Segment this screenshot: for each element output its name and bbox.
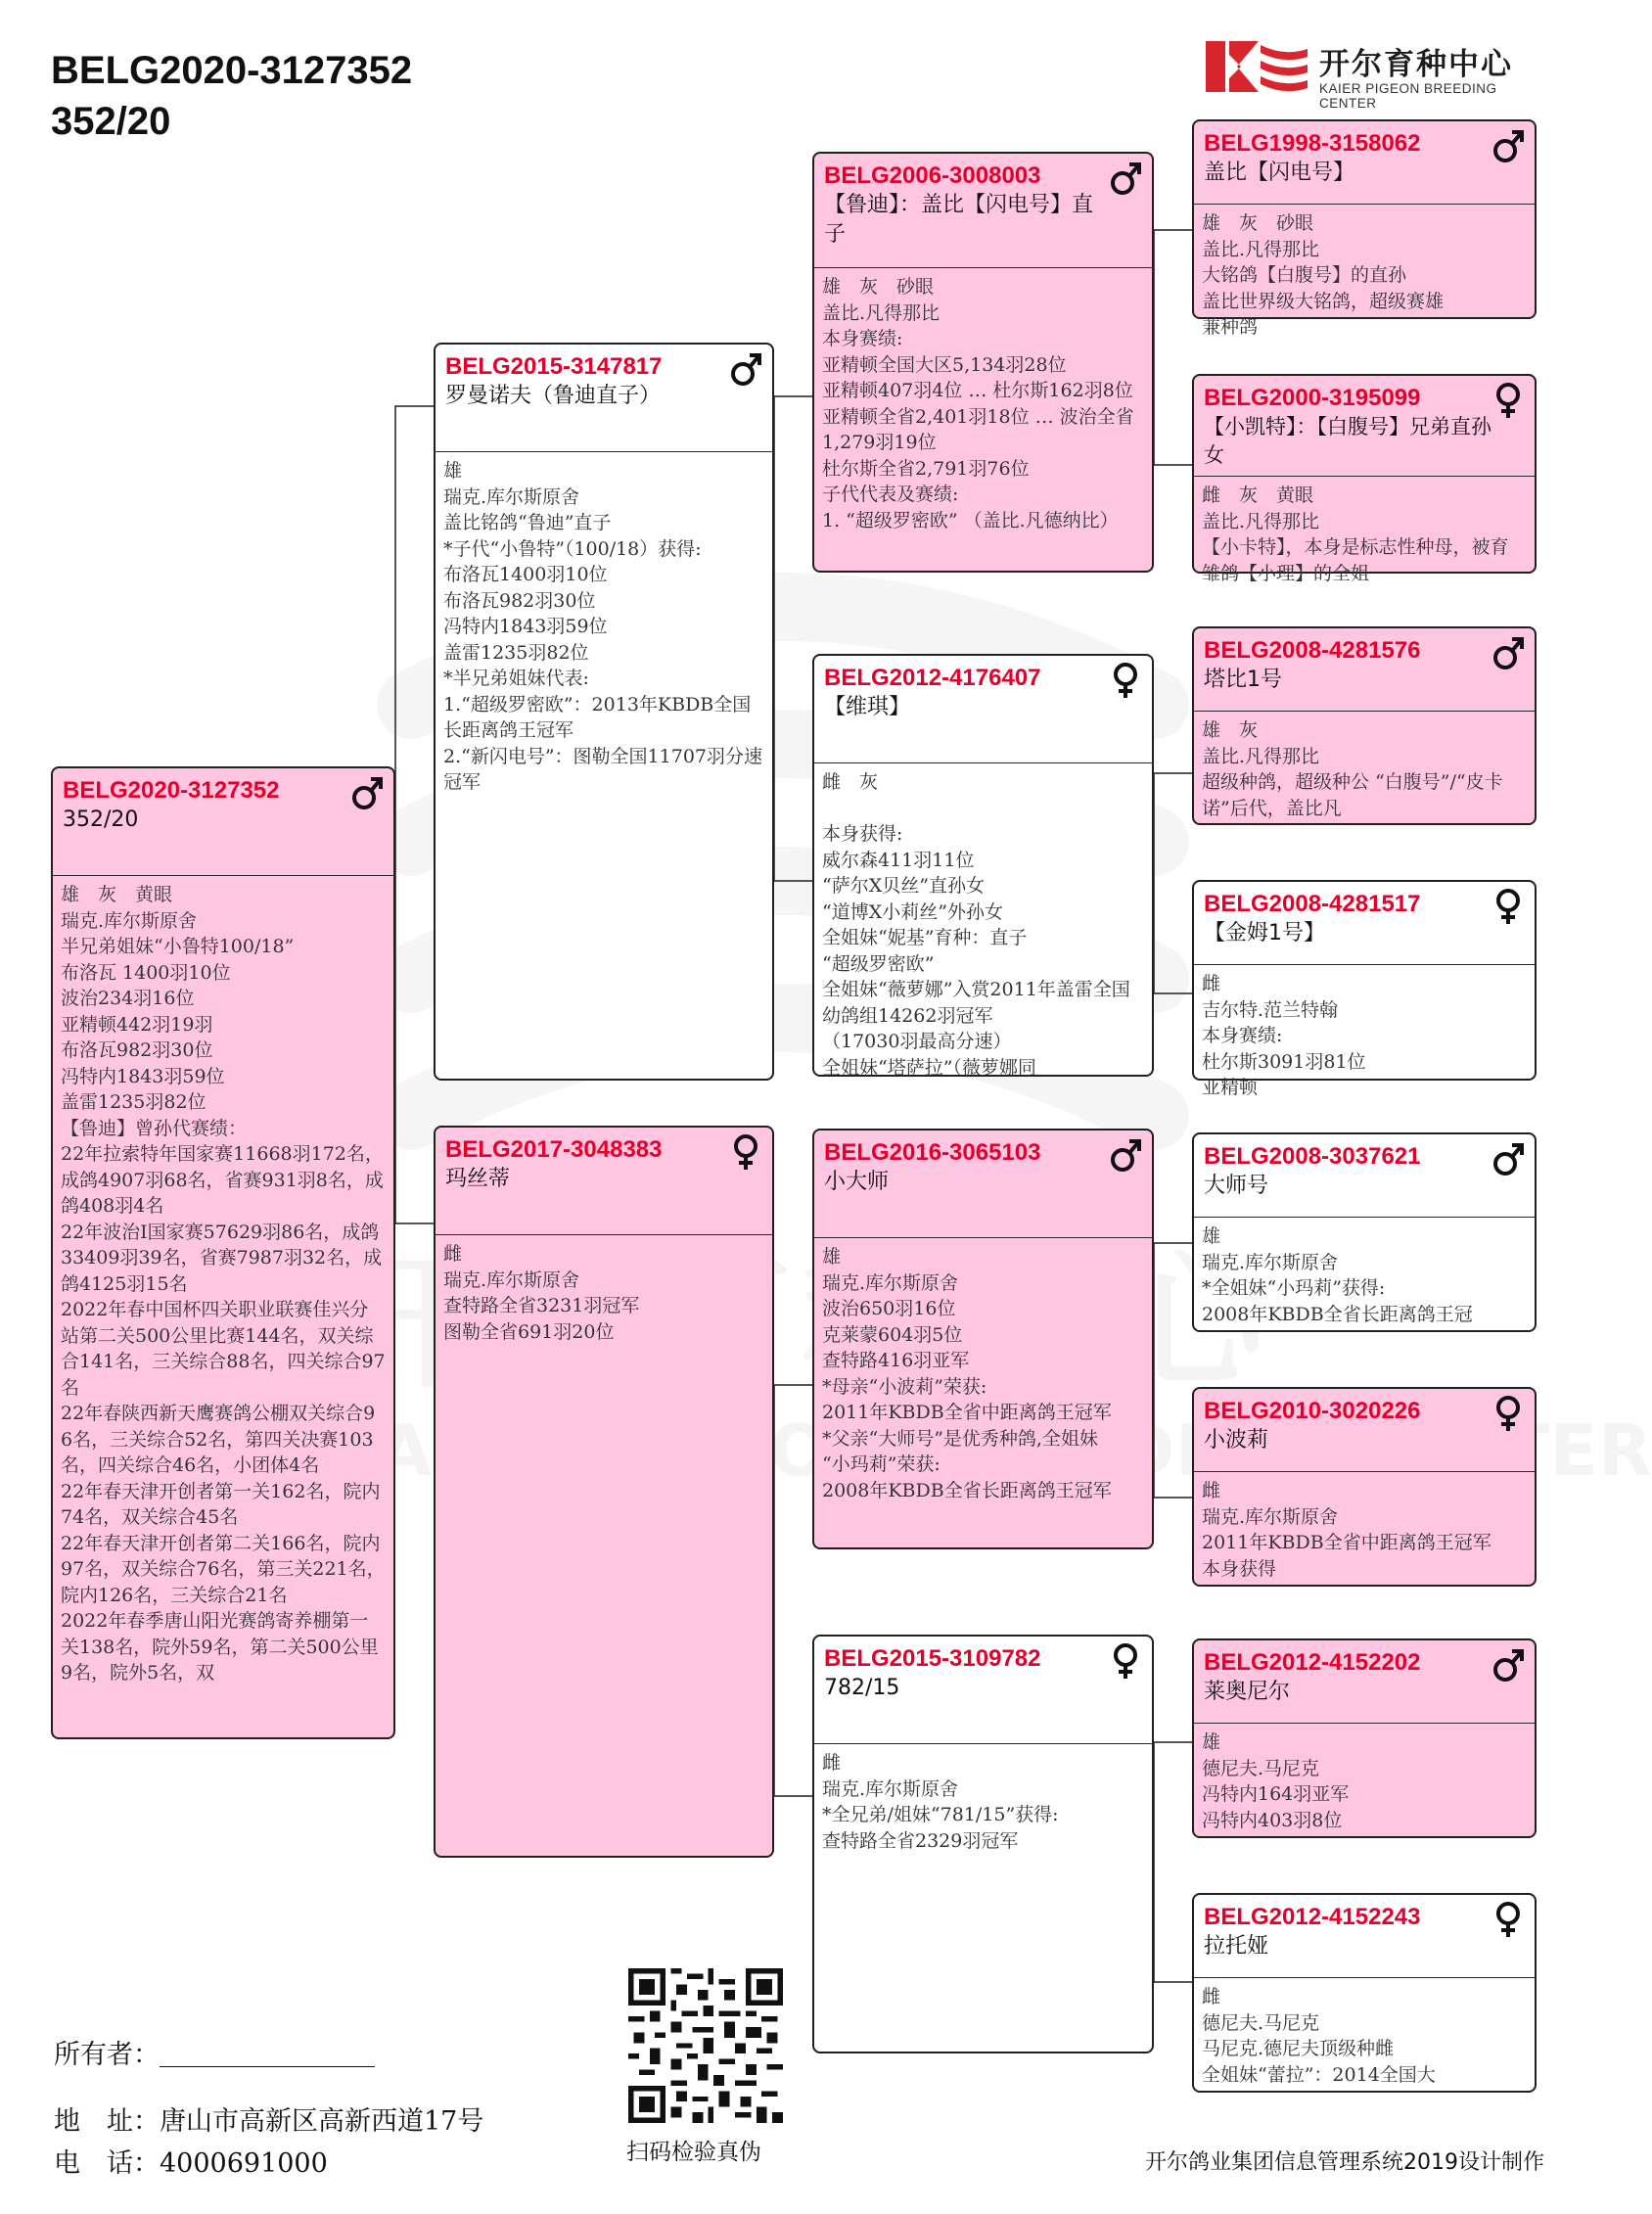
- title-ring: BELG2020-3127352: [51, 49, 413, 92]
- logo-cn-text: 开尔育种中心: [1319, 47, 1513, 82]
- ring-number: BELG2015-3109782: [824, 1645, 1041, 1672]
- detail-line: 本身获得:: [822, 823, 903, 845]
- card-details: [1194, 205, 1535, 341]
- kaier-logo: [1204, 35, 1546, 111]
- male-icon: [729, 350, 762, 388]
- detail-line: 瑞克.库尔斯原舍: [61, 909, 198, 932]
- detail-line: 雌: [1202, 1986, 1221, 2007]
- pedigree-card-sss[interactable]: [1192, 119, 1537, 338]
- detail-line: 威尔森411羽11位: [822, 849, 975, 871]
- detail-line: 22年春陕西新天鹰赛鸽公棚双关综合96名，三关综合52名，第四关决赛103名，四关综合46名，小团体4名: [61, 1403, 376, 1476]
- detail-line: 超级种鸽，超级种公 “白腹号”/“皮卡诺”后代，盖比凡: [1202, 771, 1503, 819]
- male-icon: [1491, 1646, 1525, 1684]
- card-details: [814, 1238, 1152, 1503]
- pigeon-name: 塔比1号: [1204, 668, 1282, 692]
- detail-line: “超级罗密欧”: [822, 952, 935, 975]
- male-icon: [1491, 127, 1525, 164]
- address-value: 唐山市高新区高新西道17号: [160, 2106, 484, 2137]
- detail-line: 雌: [443, 1243, 463, 1265]
- detail-line: 查特路全省3231羽冠军: [443, 1295, 640, 1316]
- detail-line: “小玛莉”荣获:: [822, 1453, 941, 1475]
- detail-line: 查特路全省2329羽冠军: [822, 1829, 1019, 1852]
- detail-line: 盖比.凡得那比: [1202, 510, 1320, 532]
- logo-en-text: KAIER PIGEON BREEDING CENTER: [1319, 81, 1497, 111]
- detail-line: 盖雷1235羽82位: [443, 641, 589, 664]
- detail-line: 雄: [822, 1246, 842, 1268]
- detail-line: 22年拉索特年国家赛11668羽172名，成鸽4907羽68名，省赛931羽8名，成鸽408羽4名: [61, 1143, 384, 1217]
- phone-row: [54, 2142, 328, 2180]
- qr-code-icon[interactable]: [628, 1968, 783, 2123]
- card-details: [1194, 965, 1535, 1101]
- detail-line: 雌: [1202, 1480, 1221, 1501]
- detail-line: 雄 灰 砂眼: [1202, 212, 1314, 234]
- detail-line: 22年春天津开创者第一关162名，院内74名，双关综合45名: [61, 1480, 381, 1528]
- detail-line: 盖比.凡得那比: [1202, 238, 1320, 260]
- detail-line: 雄: [443, 460, 463, 482]
- detail-line: 德尼夫.马尼克: [1202, 1757, 1320, 1779]
- detail-line: 本身赛绩:: [822, 328, 903, 349]
- detail-line: 亚精顿442羽19羽: [61, 1013, 213, 1036]
- pigeon-name: 352/20: [63, 807, 139, 832]
- detail-line: 亚精顿: [1202, 1077, 1259, 1098]
- female-icon: [1491, 888, 1525, 925]
- female-icon: [1491, 382, 1525, 419]
- pigeon-name: 782/15: [824, 1676, 900, 1700]
- detail-line: 瑞克.库尔斯原舍: [822, 1271, 959, 1294]
- male-icon: [1491, 634, 1525, 671]
- detail-line: 马尼克.德尼夫顶级种雌: [1202, 2038, 1395, 2059]
- detail-line: 盖比.凡得那比: [1202, 745, 1320, 767]
- detail-line: 雄: [1202, 1731, 1221, 1753]
- detail-line: 本身获得: [1202, 1557, 1277, 1580]
- detail-line: 波治650羽16位: [822, 1298, 956, 1319]
- male-icon: [1109, 160, 1142, 197]
- detail-line: 盖比铭鸽“鲁迪”直子: [443, 512, 612, 533]
- card-details: [436, 452, 772, 796]
- card-details: [1194, 1978, 1535, 2088]
- detail-line: 冯特内1843羽59位: [443, 616, 608, 637]
- ring-number: BELG1998-3158062: [1204, 130, 1421, 157]
- female-icon: [1109, 662, 1142, 699]
- detail-line: *父亲“大师号”是优秀种鸽,全姐妹: [822, 1427, 1098, 1450]
- kaier-logo-icon: [1204, 35, 1309, 98]
- detail-line: 盖雷1235羽82位: [61, 1091, 206, 1113]
- pigeon-name: 拉托娅: [1204, 1934, 1269, 1959]
- ring-number: BELG2010-3020226: [1204, 1398, 1421, 1424]
- pigeon-name: 小波莉: [1204, 1428, 1269, 1453]
- ring-number: BELG2017-3048383: [445, 1136, 663, 1163]
- pedigree-card-sire-dam[interactable]: [812, 654, 1154, 1077]
- detail-line: 瑞克.库尔斯原舍: [1202, 1251, 1339, 1273]
- pigeon-name: 【小凯特】：【白腹号】兄弟直孙女: [1204, 415, 1491, 467]
- qr-label: 扫码检验真伪: [626, 2140, 761, 2165]
- detail-line: 雄 灰 黄眼: [61, 884, 173, 905]
- detail-line: 子代代表及赛绩:: [822, 484, 959, 505]
- detail-line: *子代“小鲁特”（100/18）获得:: [443, 537, 702, 560]
- detail-line: “道博X小莉丝”外孙女: [822, 900, 1003, 923]
- card-details: [53, 876, 393, 1686]
- card-details: [1194, 477, 1535, 586]
- pigeon-name: 玛丝蒂: [445, 1167, 511, 1191]
- detail-line: *全兄弟/姐妹“781/15”获得:: [822, 1804, 1059, 1825]
- detail-line: 全姐妹“薇萝娜”入赏2011年盖雷全国幼鸽组14262羽冠军: [822, 979, 1130, 1027]
- pigeon-name: 盖比【闪电号】: [1204, 161, 1355, 185]
- detail-line: 盖比世界级大铭鸽，超级赛雄: [1202, 290, 1445, 312]
- phone-value: 4000691000: [160, 2148, 328, 2179]
- detail-line: 1. “超级罗密欧” （盖比.凡德纳比）: [822, 509, 1119, 531]
- detail-line: 吉尔特.范兰特翰: [1202, 998, 1339, 1021]
- pedigree-card-sire[interactable]: [434, 343, 774, 1081]
- detail-line: 雄: [1202, 1225, 1221, 1247]
- ring-number: BELG2012-4152202: [1204, 1649, 1421, 1676]
- detail-line: 全姐妹“蕾拉”：2014全国大: [1202, 2063, 1436, 2086]
- detail-line: 瑞克.库尔斯原舍: [443, 485, 580, 508]
- pedigree-card-ssd[interactable]: [1192, 374, 1537, 584]
- ring-number: BELG2012-4152243: [1204, 1904, 1421, 1930]
- pigeon-name: 【鲁迪】：盖比【闪电号】直子: [824, 193, 1094, 247]
- detail-line: 雌 灰: [822, 771, 879, 793]
- pedigree-card-sdd[interactable]: [1192, 880, 1537, 1098]
- pedigree-card-dam-sire[interactable]: [812, 1129, 1154, 1549]
- detail-line: 德尼夫.马尼克: [1202, 2011, 1320, 2034]
- female-icon: [1109, 1642, 1142, 1680]
- card-details: [814, 1744, 1152, 1854]
- ring-number: BELG2006-3008003: [824, 162, 1041, 189]
- ring-number: BELG2000-3195099: [1204, 385, 1421, 411]
- detail-line: （17030羽最高分速）: [822, 1031, 1012, 1052]
- card-details: [814, 268, 1152, 533]
- page-title: [51, 45, 412, 147]
- address-label: 地 址：: [54, 2106, 160, 2137]
- pedigree-card-sire-sire[interactable]: [812, 152, 1154, 573]
- pigeon-name: 【金姆1号】: [1204, 921, 1325, 946]
- pedigree-card-sds[interactable]: [1192, 626, 1537, 825]
- detail-line: 雌: [822, 1752, 842, 1774]
- owner-field[interactable]: [160, 2039, 375, 2067]
- detail-line: 瑞克.库尔斯原舍: [822, 1777, 959, 1800]
- detail-line: 2011年KBDB全省中距离鸽王冠军: [822, 1402, 1112, 1423]
- detail-line: 22年春天津开创者第二关166名，院内97名，双关综合76名，第三关221名，院内126名，三关综合21名: [61, 1532, 386, 1606]
- ring-number: BELG2015-3147817: [445, 353, 663, 380]
- detail-line: 2022年春中国杯四关职业联赛佳兴分站第二关500公里比赛144名，双关综合141名，三关综合88名，四关综合97名: [61, 1299, 386, 1399]
- detail-line: 查特路416羽亚军: [822, 1350, 970, 1371]
- detail-line: 亚精顿407羽4位 … 杜尔斯162羽8位: [822, 380, 1133, 401]
- female-icon: [1491, 1901, 1525, 1938]
- detail-line: 杜尔斯3091羽81位: [1202, 1050, 1366, 1073]
- detail-line: 22年波治I国家赛57629羽86名，成鸽33409羽39名，省赛7987羽32名，成鸽4125羽15名: [61, 1221, 383, 1295]
- detail-line: 雄 灰 砂眼: [822, 276, 935, 298]
- card-details: [436, 1235, 772, 1345]
- detail-line: 冯特内1843羽59位: [61, 1065, 225, 1087]
- card-details: [1194, 712, 1535, 821]
- detail-line: 布洛瓦1400羽10位: [443, 564, 608, 585]
- detail-line: 布洛瓦 1400羽10位: [61, 961, 231, 984]
- male-icon: [1491, 1140, 1525, 1177]
- detail-line: *半兄弟姐妹代表:: [443, 668, 589, 689]
- detail-line: 2.“新闪电号”：图勒全国11707羽分速冠军: [443, 745, 762, 793]
- detail-line: 大铭鸽【白腹号】的直孙: [1202, 264, 1407, 286]
- detail-line: 半兄弟姐妹“小鲁特100/18”: [61, 936, 295, 957]
- ring-number: BELG2020-3127352: [63, 777, 280, 804]
- address-row: [54, 2099, 483, 2138]
- detail-line: “萨尔X贝丝”直孙女: [822, 875, 985, 897]
- detail-line: 杜尔斯全省2,791羽76位: [822, 457, 1030, 480]
- detail-line: [822, 796, 1144, 822]
- female-icon: [1491, 1395, 1525, 1432]
- detail-line: 雌 灰 黄眼: [1202, 484, 1314, 506]
- detail-line: 【小卡特】，本身是标志性种母，被育雏鸽【小理】的全姐: [1202, 536, 1509, 584]
- pedigree-card-dsd[interactable]: [1192, 1387, 1537, 1587]
- card-details: [1194, 1472, 1535, 1582]
- ring-number: BELG2008-3037621: [1204, 1143, 1421, 1170]
- detail-line: 冯特内403羽8位: [1202, 1809, 1343, 1831]
- detail-line: 2008年KBDB全省长距离鸽王冠军: [822, 1479, 1112, 1501]
- detail-line: 亚精顿全省2,401羽18位 … 波治全省1,279羽19位: [822, 405, 1134, 453]
- detail-line: 瑞克.库尔斯原舍: [443, 1268, 580, 1291]
- detail-line: 波治234羽16位: [61, 988, 195, 1009]
- male-icon: [1109, 1136, 1142, 1174]
- detail-line: 雌: [1202, 973, 1221, 994]
- phone-label: 电 话：: [54, 2148, 160, 2179]
- title-name: 352/20: [51, 100, 171, 143]
- pigeon-name: 【维琪】: [824, 695, 911, 719]
- detail-line: 2011年KBDB全省中距离鸽王冠军: [1202, 1532, 1491, 1553]
- detail-line: 【鲁迪】曾孙代赛绩：: [61, 1117, 248, 1139]
- pedigree-card-dam[interactable]: [434, 1126, 774, 1858]
- ring-number: BELG2016-3065103: [824, 1139, 1041, 1166]
- detail-line: 图勒全省691羽20位: [443, 1320, 615, 1343]
- detail-line: 2022年春季唐山阳光赛鸽寄养棚第一关138名，院外59名，第二关500公里9名，院外5名，双: [61, 1610, 379, 1684]
- detail-line: 冯特内164羽亚军: [1202, 1783, 1350, 1805]
- card-details: [1194, 1724, 1535, 1833]
- ring-number: BELG2012-4176407: [824, 665, 1041, 691]
- card-details: [1194, 1218, 1535, 1327]
- detail-line: 布洛瓦982羽30位: [443, 589, 596, 612]
- detail-line: 雄 灰: [1202, 719, 1259, 741]
- detail-line: 盖比.凡得那比: [822, 301, 941, 324]
- owner-label: 所有者：: [54, 2040, 160, 2070]
- detail-line: 布洛瓦982羽30位: [61, 1039, 213, 1061]
- detail-line: 2008年KBDB全省长距离鸽王冠: [1202, 1303, 1473, 1325]
- detail-line: 1.“超级罗密欧”：2013年KBDB全国长距离鸽王冠军: [443, 693, 752, 741]
- detail-line: *母亲“小波莉”荣获:: [822, 1375, 987, 1398]
- owner-row: [54, 2033, 375, 2071]
- male-icon: [350, 774, 384, 811]
- detail-line: 克莱蒙604羽5位: [822, 1323, 963, 1346]
- female-icon: [729, 1133, 762, 1171]
- pedigree-card-dam-dam[interactable]: [812, 1635, 1154, 2053]
- pedigree-card-ddd[interactable]: [1192, 1893, 1537, 2093]
- detail-line: 瑞克.库尔斯原舍: [1202, 1505, 1339, 1528]
- card-details: [814, 763, 1152, 1081]
- detail-line: 亚精顿全国大区5,134羽28位: [822, 353, 1067, 376]
- pigeon-name: 大师号: [1204, 1174, 1269, 1198]
- detail-line: 本身赛绩:: [1202, 1025, 1283, 1046]
- detail-line: 全姐妹“妮基”育种：直子: [822, 927, 1028, 948]
- pedigree-card-subject[interactable]: [51, 766, 395, 1739]
- ring-number: BELG2008-4281517: [1204, 891, 1421, 917]
- pedigree-card-dds[interactable]: [1192, 1638, 1537, 1838]
- pigeon-name: 罗曼诺夫（鲁迪直子）: [445, 384, 662, 408]
- system-credit: 开尔鸽业集团信息管理系统2019设计制作: [1145, 2150, 1544, 2175]
- pigeon-name: 莱奥尼尔: [1204, 1680, 1291, 1704]
- detail-line: 兼种鸽: [1202, 316, 1259, 338]
- ring-number: BELG2008-4281576: [1204, 637, 1421, 664]
- detail-line: 全姐妹“塔萨拉”（薇萝娜同: [822, 1056, 1036, 1079]
- detail-line: *全姐妹“小玛莉”获得:: [1202, 1277, 1386, 1299]
- pigeon-name: 小大师: [824, 1170, 890, 1194]
- pedigree-card-dss[interactable]: [1192, 1132, 1537, 1332]
